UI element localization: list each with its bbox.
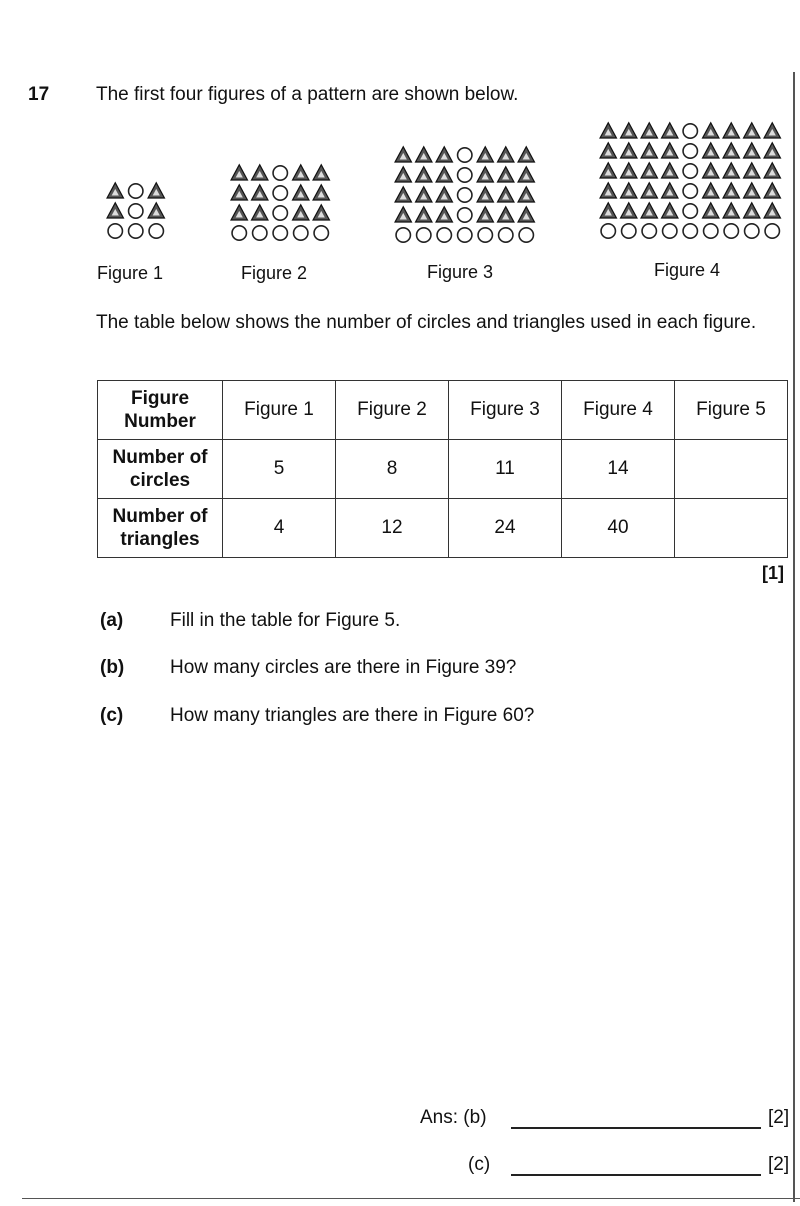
triangles-figure-2: 12 <box>336 499 449 558</box>
table-row-circles <box>98 440 788 499</box>
circle-shape <box>478 228 492 242</box>
table-header-row <box>98 381 788 440</box>
answer-b-line[interactable] <box>511 1127 761 1129</box>
circle-shape <box>314 226 328 240</box>
header-figure-4: Figure 4 <box>562 381 675 440</box>
circles-figure-3: 11 <box>449 440 562 499</box>
right-margin-rule <box>793 72 795 1202</box>
circle-shape <box>294 226 308 240</box>
circle-shape <box>253 226 267 240</box>
triangles-figure-4: 40 <box>562 499 675 558</box>
circle-shape <box>745 224 759 238</box>
circles-figure-2: 8 <box>336 440 449 499</box>
circle-shape <box>149 224 163 238</box>
answer-c-mark: [2] <box>768 1154 790 1175</box>
part-b-label: (b) <box>100 657 125 678</box>
circle-shape <box>683 224 697 238</box>
figure-3-svg <box>392 144 538 246</box>
table-mark: [1] <box>762 563 784 583</box>
circle-shape <box>458 168 472 182</box>
circle-shape <box>273 166 287 180</box>
figure-2-label: Figure 2 <box>241 263 308 283</box>
circle-shape <box>458 188 472 202</box>
circle-shape <box>519 228 533 242</box>
circle-shape <box>437 228 451 242</box>
circle-shape <box>704 224 718 238</box>
circle-shape <box>273 226 287 240</box>
circle-shape <box>458 148 472 162</box>
figure-2-svg <box>228 162 333 244</box>
circles-figure-1: 5 <box>223 440 336 499</box>
circle-shape <box>663 224 677 238</box>
figure-3-label: Figure 3 <box>427 262 494 282</box>
circle-shape <box>273 186 287 200</box>
answer-c-line[interactable] <box>511 1174 761 1176</box>
part-b-text: How many circles are there in Figure 39? <box>170 657 517 678</box>
triangles-figure-5-blank[interactable] <box>675 499 788 558</box>
circle-shape <box>458 208 472 222</box>
row-label-triangles: Number of triangles <box>98 499 223 558</box>
answer-b-mark: [2] <box>768 1107 790 1128</box>
circles-figure-5-blank[interactable] <box>675 440 788 499</box>
circle-shape <box>683 184 697 198</box>
circles-figure-4: 14 <box>562 440 675 499</box>
circle-shape <box>683 124 697 138</box>
header-figure-1: Figure 1 <box>223 381 336 440</box>
header-figure-2: Figure 2 <box>336 381 449 440</box>
answer-b-label: Ans: (b) <box>420 1107 487 1128</box>
figure-3-pattern <box>392 144 538 246</box>
question-number: 17 <box>28 84 50 105</box>
figure-1-label: Figure 1 <box>97 263 164 283</box>
circle-shape <box>108 224 122 238</box>
figure-4-label: Figure 4 <box>654 260 721 280</box>
circle-shape <box>499 228 513 242</box>
triangles-figure-3: 24 <box>449 499 562 558</box>
circle-shape <box>683 204 697 218</box>
row-label-circles: Number of circles <box>98 440 223 499</box>
figure-2-pattern <box>228 162 333 244</box>
circle-shape <box>273 206 287 220</box>
part-c-text: How many triangles are there in Figure 60? <box>170 705 535 726</box>
circle-shape <box>683 164 697 178</box>
answer-c-label: (c) <box>468 1154 491 1175</box>
part-a-text: Fill in the table for Figure 5. <box>170 610 401 631</box>
pattern-table <box>97 380 788 558</box>
circle-shape <box>601 224 615 238</box>
figure-4-pattern <box>597 120 784 242</box>
bottom-rule <box>22 1198 800 1199</box>
figure-1-pattern <box>104 180 168 242</box>
circle-shape <box>396 228 410 242</box>
circle-shape <box>129 224 143 238</box>
circle-shape <box>417 228 431 242</box>
circle-shape <box>232 226 246 240</box>
table-intro-text: The table below shows the number of circles and triangles used in each figure. <box>96 312 757 333</box>
circle-shape <box>683 144 697 158</box>
table-row-triangles <box>98 499 788 558</box>
part-a-label: (a) <box>100 610 124 631</box>
triangles-figure-1: 4 <box>223 499 336 558</box>
figure-1-svg <box>104 180 168 242</box>
circle-shape <box>724 224 738 238</box>
circle-shape <box>765 224 779 238</box>
circle-shape <box>129 184 143 198</box>
circle-shape <box>458 228 472 242</box>
header-figure-number: Figure Number <box>98 381 223 440</box>
header-figure-3: Figure 3 <box>449 381 562 440</box>
header-figure-5: Figure 5 <box>675 381 788 440</box>
figure-4-svg <box>597 120 784 242</box>
circle-shape <box>622 224 636 238</box>
question-text: The first four figures of a pattern are shown below. <box>96 84 519 105</box>
circle-shape <box>129 204 143 218</box>
circle-shape <box>642 224 656 238</box>
part-c-label: (c) <box>100 705 124 726</box>
